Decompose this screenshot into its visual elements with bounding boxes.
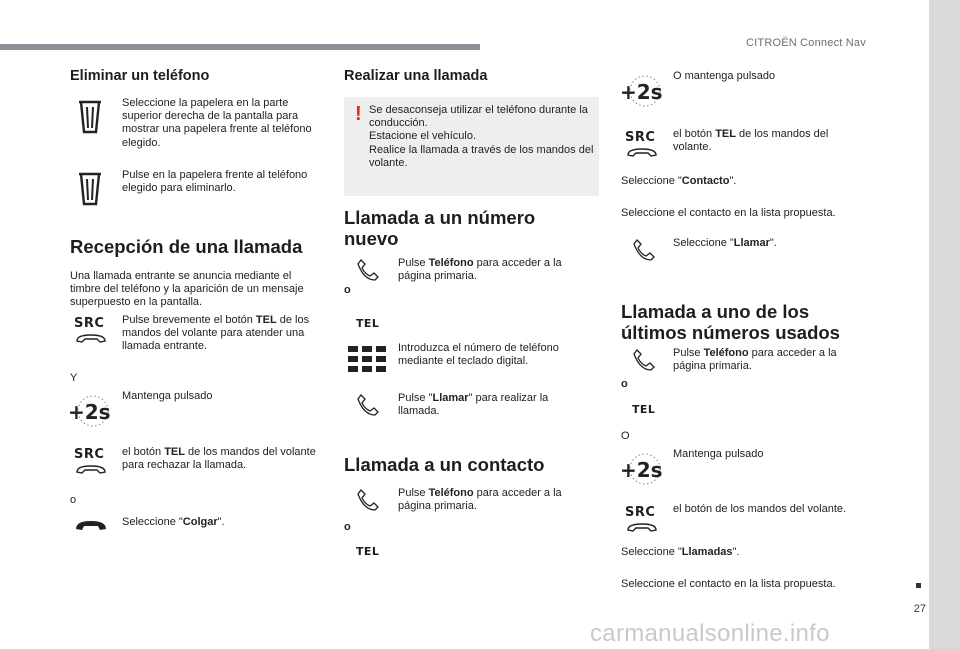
tel-button-label-3: TEL <box>632 403 656 416</box>
phone-icon <box>632 238 656 262</box>
section-title-receive: Recepción de una llamada <box>70 236 303 257</box>
select-contact-text: Seleccione "Contacto". <box>621 175 737 187</box>
receive-src-text: Pulse brevemente el botón TEL de los mandos del volante para atender una llamada entrante. <box>122 314 310 353</box>
select-list-text: Seleccione el contacto en la lista propuesta. <box>621 207 836 219</box>
connector-o: o <box>344 284 351 296</box>
handset-icon <box>74 332 108 344</box>
select-call-text: Seleccione "Llamar". <box>673 237 777 249</box>
page-marker <box>916 583 921 588</box>
warning-text: Se desaconseja utilizar el teléfono durante la conducción. Estacione el vehículo. Realice la llamada a través de los mandos del volante. <box>369 104 594 169</box>
reject-text: el botón TEL de los mandos del volante para rechazar la llamada. <box>122 446 316 472</box>
delete-step-1: Seleccione la papelera en la parte superior derecha de la pantalla para mostrar una papelera frente al teléfono elegido. <box>122 97 312 149</box>
brand-label: CITROËN Connect Nav <box>746 37 866 49</box>
delete-step-2: Pulse en la papelera frente al teléfono elegido para eliminarlo. <box>122 169 308 195</box>
warning-icon: ! <box>355 103 362 125</box>
src-button-icon: SRC <box>625 130 659 163</box>
svg-text:+2s: +2s <box>620 80 663 104</box>
header-bar <box>0 44 480 50</box>
handset-icon <box>625 521 659 533</box>
section-title-contact: Llamada a un contacto <box>344 454 545 475</box>
hold-2s-icon <box>619 451 663 487</box>
svg-text:+2s: +2s <box>68 400 111 424</box>
hold-text: Mantenga pulsado <box>122 390 213 402</box>
page-edge-strip <box>929 0 960 649</box>
hold-text-2: O mantenga pulsado <box>673 70 776 82</box>
svg-text:+2s: +2s <box>620 458 663 482</box>
hold-2s-icon <box>67 393 111 429</box>
trash-icon <box>78 172 102 206</box>
press-phone-text-2: Pulse Teléfono para acceder a la página primaria. <box>398 487 562 513</box>
press-call-text: Pulse "Llamar" para realizar la llamada. <box>398 392 549 418</box>
tel-button-label-2: TEL <box>356 545 380 558</box>
steering-button-text: el botón de los mandos del volante. <box>673 503 847 515</box>
keypad-text: Introduzca el número de teléfono mediante el teclado digital. <box>398 342 559 368</box>
src-button-icon: SRC <box>74 316 108 349</box>
trash-icon <box>78 100 102 134</box>
handset-icon <box>625 146 659 158</box>
select-calls-text: Seleccione "Llamadas". <box>621 546 740 558</box>
watermark: carmanualsonline.info <box>590 620 830 647</box>
connector-y: Y <box>70 372 78 384</box>
connector-O: O <box>621 430 630 442</box>
page-number: 27 <box>913 603 926 615</box>
section-title-new-number: Llamada a un número nuevo <box>344 207 536 249</box>
connector-o: o <box>70 494 77 506</box>
hangup-text: Seleccione "Colgar". <box>122 516 225 528</box>
receive-intro: Una llamada entrante se anuncia mediante el timbre del teléfono y la aparición de un mensaje superpuesto en la pantalla. <box>70 270 304 309</box>
src-button-icon: SRC <box>625 505 659 538</box>
connector-o-3: o <box>621 378 628 390</box>
section-title-call: Realizar una llamada <box>344 68 488 84</box>
keypad-icon <box>348 346 386 372</box>
section-title-delete: Eliminar un teléfono <box>70 68 210 84</box>
press-phone-text: Pulse Teléfono para acceder a la página primaria. <box>398 257 562 283</box>
handset-icon <box>74 463 108 475</box>
section-title-recent: Llamada a uno de los últimos números usados <box>621 301 840 343</box>
src-button-icon: SRC <box>74 447 108 480</box>
select-list-text-2: Seleccione el contacto en la lista propuesta. <box>621 578 836 590</box>
tel-button-text: el botón TEL de los mandos del volante. <box>673 128 829 154</box>
hold-text-3: Mantenga pulsado <box>673 448 764 460</box>
phone-icon <box>356 488 380 512</box>
hangup-icon <box>74 518 108 532</box>
hold-2s-icon <box>619 73 663 109</box>
press-phone-text-3: Pulse Teléfono para acceder a la página primaria. <box>673 347 837 373</box>
connector-o-2: o <box>344 521 351 533</box>
phone-icon <box>356 258 380 282</box>
phone-icon <box>356 393 380 417</box>
tel-button-label: TEL <box>356 317 380 330</box>
phone-icon <box>632 348 656 372</box>
